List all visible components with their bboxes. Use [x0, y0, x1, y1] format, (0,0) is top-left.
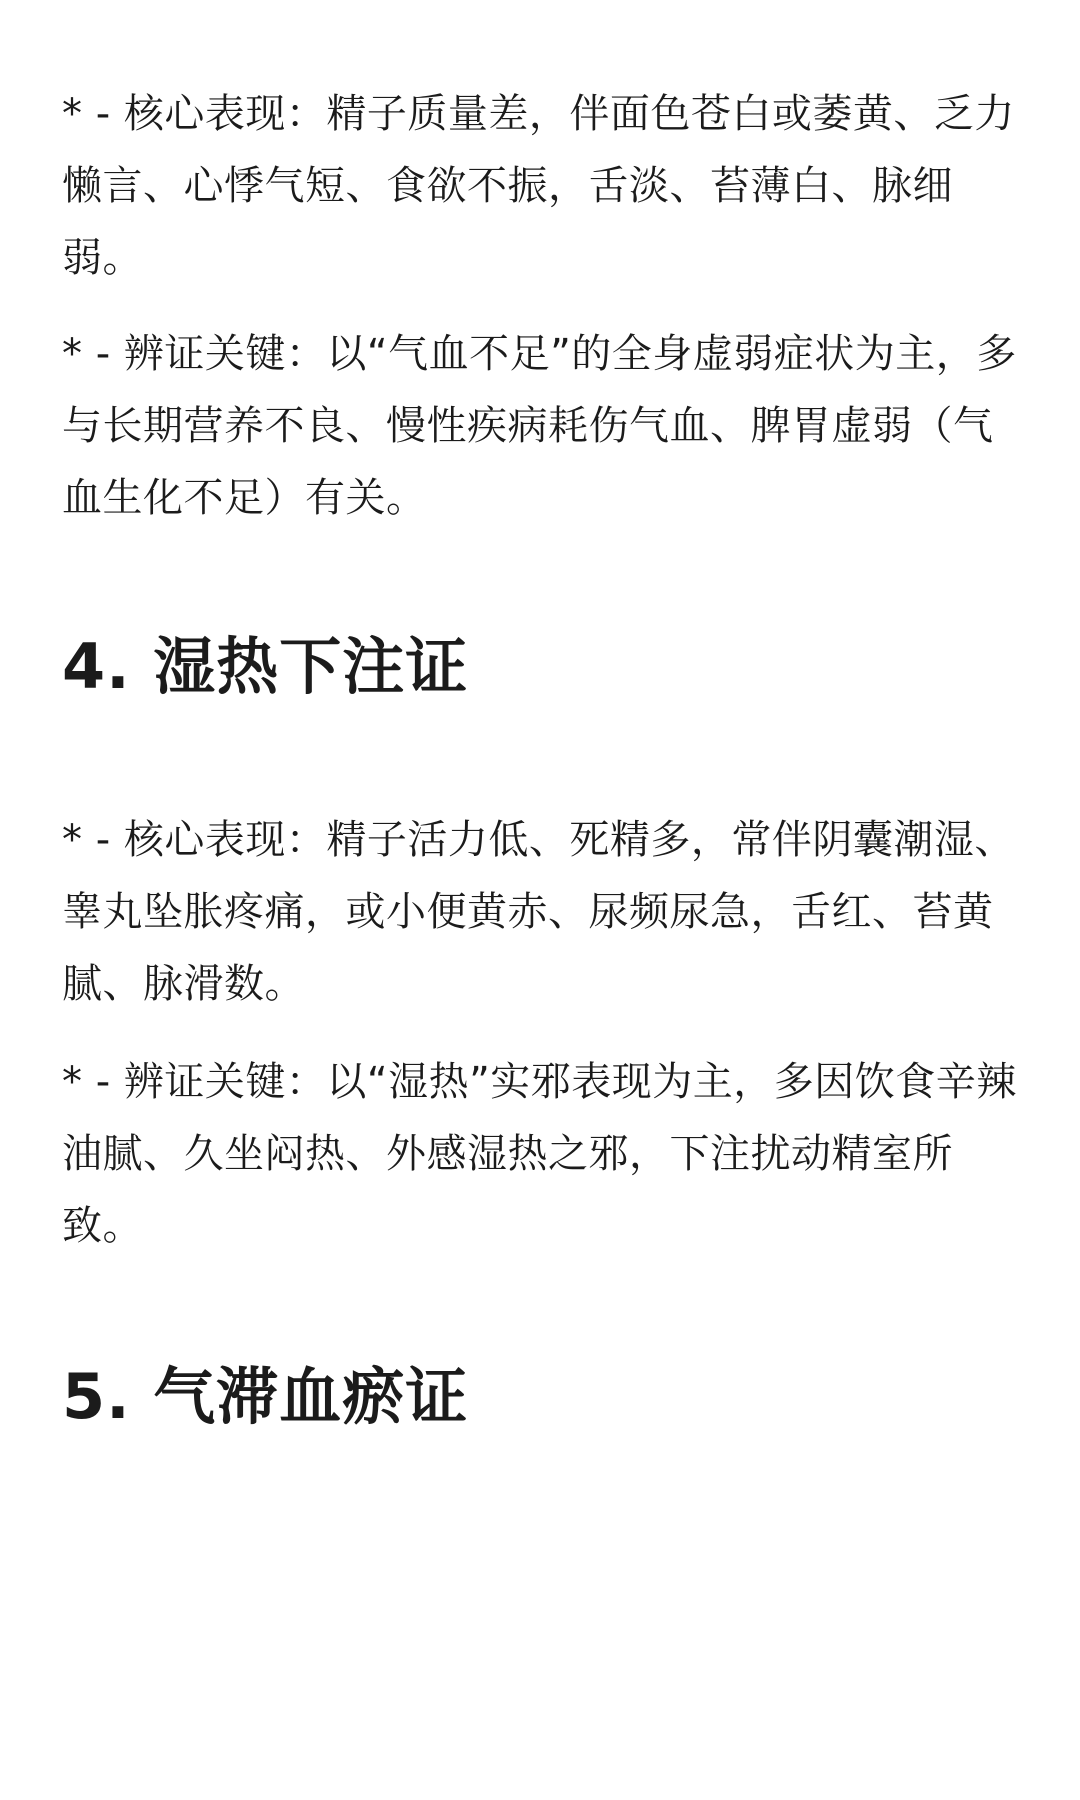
- section4-core-symptoms: * - 核心表现：精子活力低、死精多，常伴阴囊潮湿、睾丸坠胀疼痛，或小便黄赤、尿频尿急，舌红、苔黄腻、脉滑数。: [62, 817, 1015, 1007]
- section3-core-symptoms: * - 核心表现：精子质量差，伴面色苍白或萎黄、乏力懒言、心悸气短、食欲不振，舌淡、苔薄白、脉细弱。: [62, 91, 1015, 281]
- section4-heading: 4. 湿热下注证: [62, 630, 469, 703]
- section3-diagnosis-key: * - 辨证关键：以“气血不足”的全身虚弱症状为主，多与长期营养不良、慢性疾病耗伤气血、脾胃虚弱（气血生化不足）有关。: [62, 331, 1017, 521]
- section4-diagnosis-key: * - 辨证关键：以“湿热”实邪表现为主，多因饮食辛辣油腻、久坐闷热、外感湿热之邪，下注扰动精室所致。: [62, 1059, 1017, 1249]
- section5-heading: 5. 气滞血瘀证: [62, 1360, 469, 1433]
